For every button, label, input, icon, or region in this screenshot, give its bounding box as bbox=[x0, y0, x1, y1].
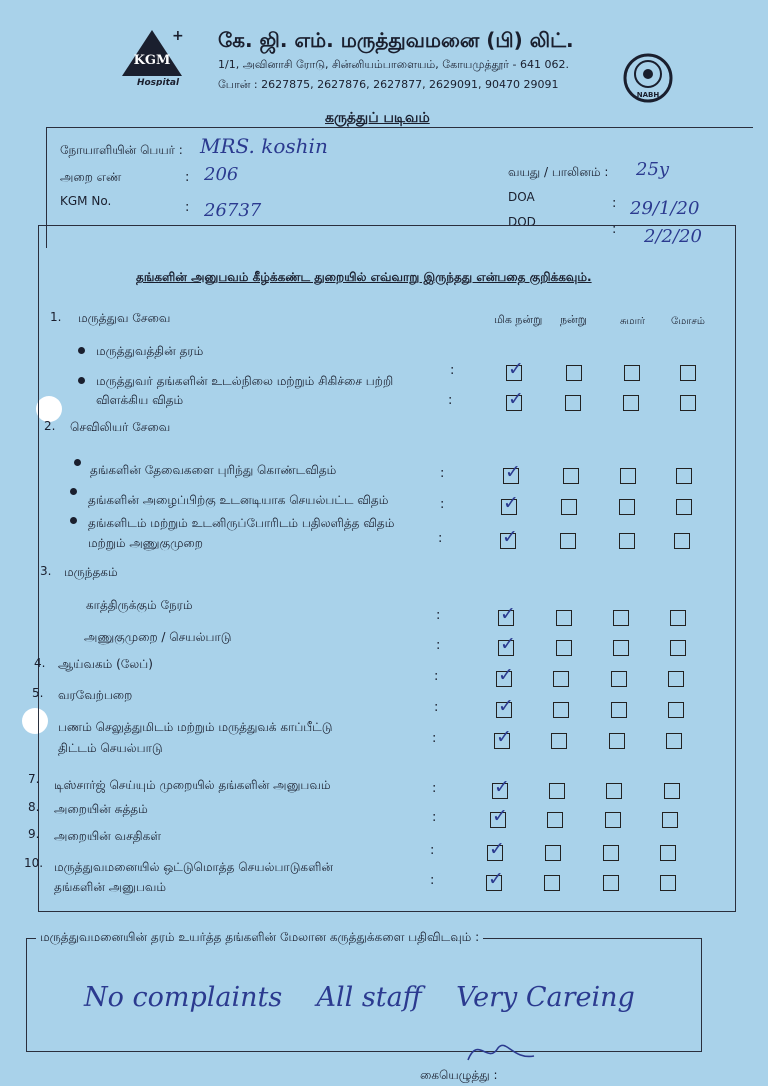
row-colon: : bbox=[432, 781, 437, 796]
column-header-poor: மோசம் bbox=[671, 316, 705, 327]
check-mark-icon: ✓ bbox=[508, 358, 524, 380]
rating-checkbox[interactable] bbox=[680, 365, 696, 381]
row-colon: : bbox=[440, 466, 445, 481]
rating-checkbox[interactable] bbox=[545, 845, 561, 861]
rating-checkbox[interactable] bbox=[680, 395, 696, 411]
item-label: விளக்கிய விதம் bbox=[96, 393, 184, 407]
rating-checkbox[interactable] bbox=[676, 499, 692, 515]
room-label: அறை எண் bbox=[60, 170, 122, 184]
rating-checkbox[interactable] bbox=[623, 395, 639, 411]
kgm-label: KGM No. bbox=[60, 194, 112, 208]
rating-checkbox[interactable] bbox=[553, 671, 569, 687]
row-colon: : bbox=[432, 731, 437, 746]
section-label: டிஸ்சார்ஜ் செய்யும் முறையில் தங்களின் அனுபவம் bbox=[54, 778, 331, 792]
row-colon: : bbox=[450, 363, 455, 378]
check-mark-icon: ✓ bbox=[498, 664, 514, 686]
hospital-phone: போன் : 2627875, 2627876, 2627877, 2629091, 90470 29091 bbox=[218, 78, 559, 91]
hospital-name: கே. ஜி. எம். மருத்துவமனை (பி) லிட். bbox=[218, 28, 574, 52]
doa-value: 29/1/20 bbox=[630, 198, 700, 219]
section-label: செவிலியர் சேவை bbox=[70, 420, 171, 434]
patient-name-value: MRS. koshin bbox=[200, 134, 328, 158]
rating-checkbox[interactable] bbox=[664, 783, 680, 799]
row-colon: : bbox=[434, 669, 439, 684]
rating-checkbox[interactable] bbox=[606, 783, 622, 799]
rating-checkbox-checked[interactable] bbox=[490, 805, 508, 828]
section-num: 4. bbox=[34, 656, 46, 670]
rating-checkbox-checked[interactable] bbox=[498, 603, 516, 626]
signature-label: கையெழுத்து : bbox=[420, 1068, 498, 1082]
check-mark-icon: ✓ bbox=[500, 633, 516, 655]
rating-checkbox[interactable] bbox=[605, 812, 621, 828]
rating-checkbox[interactable] bbox=[603, 845, 619, 861]
patient-name-label: நோயாளியின் பெயர் : bbox=[60, 143, 183, 157]
row-colon: : bbox=[438, 531, 443, 546]
svg-text:+: + bbox=[172, 28, 184, 44]
item-label: தங்களின் அனுபவம் bbox=[54, 880, 167, 894]
dod-label: DOD bbox=[508, 215, 536, 229]
rating-checkbox[interactable] bbox=[674, 533, 690, 549]
column-header-good: நன்று bbox=[560, 313, 587, 326]
column-header-average: சுமார் bbox=[620, 316, 646, 327]
instruction-text: தங்களின் அனுபவம் கீழ்க்கண்ட துறையில் எவ்வாறு இருந்தது என்பதை குறிக்கவும். bbox=[136, 270, 592, 284]
form-title: கருத்துப் படிவம் bbox=[325, 110, 430, 126]
rating-checkbox[interactable] bbox=[565, 395, 581, 411]
section-num: 10. bbox=[24, 856, 44, 870]
rating-checkbox[interactable] bbox=[613, 610, 629, 626]
rating-checkbox[interactable] bbox=[556, 610, 572, 626]
rating-checkbox[interactable] bbox=[620, 468, 636, 484]
check-mark-icon: ✓ bbox=[508, 388, 524, 410]
nabh-seal-icon bbox=[622, 52, 674, 104]
rating-checkbox[interactable] bbox=[670, 640, 686, 656]
rating-checkbox[interactable] bbox=[668, 702, 684, 718]
rating-checkbox[interactable] bbox=[660, 875, 676, 891]
dod-colon: : bbox=[612, 222, 617, 237]
check-mark-icon: ✓ bbox=[500, 603, 516, 625]
bullet bbox=[78, 347, 85, 354]
rating-checkbox[interactable] bbox=[611, 702, 627, 718]
item-label: பணம் செலுத்துமிடம் மற்றும் மருத்துவக் காப்பீட்டு bbox=[58, 720, 333, 734]
section-label: மருத்துவமனையில் ஒட்டுமொத்த செயல்பாடுகளின் bbox=[54, 860, 333, 874]
bullet bbox=[70, 517, 77, 524]
hospital-address: 1/1, அவினாசி ரோடு, சின்னியம்பாளையம், கோயமுத்தூர் - 641 062. bbox=[218, 58, 569, 71]
rating-checkbox-checked[interactable] bbox=[487, 838, 505, 861]
check-mark-icon: ✓ bbox=[489, 838, 505, 860]
hospital-logo bbox=[118, 26, 186, 86]
rating-checkbox[interactable] bbox=[662, 812, 678, 828]
seal-text: NABH bbox=[636, 91, 660, 99]
comments-value: No complaints All staff Very Careing bbox=[84, 982, 635, 1013]
rating-checkbox-checked[interactable] bbox=[506, 358, 524, 381]
dod-value: 2/2/20 bbox=[644, 226, 702, 247]
bullet bbox=[70, 488, 77, 495]
row-colon: : bbox=[432, 810, 437, 825]
age-label: வயது / பாலினம் : bbox=[508, 165, 609, 179]
rating-checkbox-checked[interactable] bbox=[486, 868, 504, 891]
rating-checkbox-checked[interactable] bbox=[501, 492, 519, 515]
check-mark-icon: ✓ bbox=[496, 726, 512, 748]
section-label: அறையின் சுத்தம் bbox=[54, 802, 148, 816]
column-header-excellent: மிக நன்று bbox=[494, 313, 543, 326]
section-label: அறையின் வசதிகள் bbox=[54, 829, 162, 843]
doa-label: DOA bbox=[508, 190, 535, 204]
rating-checkbox[interactable] bbox=[561, 499, 577, 515]
rating-checkbox[interactable] bbox=[603, 875, 619, 891]
check-mark-icon: ✓ bbox=[502, 526, 518, 548]
section-label: மருத்துவ சேவை bbox=[78, 311, 171, 325]
rating-checkbox[interactable] bbox=[609, 733, 625, 749]
check-mark-icon: ✓ bbox=[488, 868, 504, 890]
rating-checkbox-checked[interactable] bbox=[503, 461, 521, 484]
section-num: 9. bbox=[28, 827, 40, 841]
check-mark-icon: ✓ bbox=[492, 805, 508, 827]
rating-checkbox-checked[interactable] bbox=[492, 776, 510, 799]
rating-checkbox[interactable] bbox=[560, 533, 576, 549]
row-colon: : bbox=[434, 700, 439, 715]
check-mark-icon: ✓ bbox=[498, 695, 514, 717]
row-colon: : bbox=[436, 608, 441, 623]
rating-checkbox[interactable] bbox=[551, 733, 567, 749]
logo-text: KGM bbox=[133, 53, 171, 68]
rating-checkbox[interactable] bbox=[549, 783, 565, 799]
rating-checkbox[interactable] bbox=[660, 845, 676, 861]
section-num: 1. bbox=[50, 310, 62, 324]
check-mark-icon: ✓ bbox=[494, 776, 510, 798]
rating-checkbox[interactable] bbox=[619, 499, 635, 515]
rating-checkbox-checked[interactable] bbox=[498, 633, 516, 656]
room-colon: : bbox=[185, 170, 190, 185]
rating-checkbox[interactable] bbox=[611, 671, 627, 687]
rating-checkbox[interactable] bbox=[566, 365, 582, 381]
section-num: 2. bbox=[44, 419, 56, 433]
item-label: மருத்துவர் தங்களின் உடல்நிலை மற்றும் சிகிச்சை பற்றி bbox=[96, 374, 394, 388]
item-label: அணுகுமுறை / செயல்பாடு bbox=[84, 630, 232, 644]
kgm-value: 26737 bbox=[204, 200, 262, 221]
rating-checkbox[interactable] bbox=[556, 640, 572, 656]
item-label: திட்டம் செயல்பாடு bbox=[58, 741, 163, 755]
rating-checkbox[interactable] bbox=[676, 468, 692, 484]
item-label: தங்களிடம் மற்றும் உடனிருப்போரிடம் பதிலளித்த விதம் bbox=[88, 516, 395, 530]
rating-checkbox-checked[interactable] bbox=[496, 664, 514, 687]
row-colon: : bbox=[448, 393, 453, 408]
row-colon: : bbox=[440, 497, 445, 512]
logo-subtext: Hospital bbox=[136, 78, 180, 86]
row-colon: : bbox=[430, 873, 435, 888]
room-value: 206 bbox=[204, 164, 239, 185]
item-label: தங்களின் அழைப்பிற்கு உடனடியாக செயல்பட்ட விதம் bbox=[88, 493, 389, 507]
item-label: தங்களின் தேவைகளை புரிந்து கொண்டவிதம் bbox=[90, 463, 337, 477]
kgm-colon: : bbox=[185, 200, 190, 215]
bullet bbox=[78, 377, 85, 384]
section-label: ஆய்வகம் (லேப்) bbox=[58, 657, 153, 671]
rating-checkbox[interactable] bbox=[624, 365, 640, 381]
rating-checkbox[interactable] bbox=[670, 610, 686, 626]
row-colon: : bbox=[436, 638, 441, 653]
doa-colon: : bbox=[612, 196, 617, 211]
rating-checkbox[interactable] bbox=[544, 875, 560, 891]
check-mark-icon: ✓ bbox=[505, 461, 521, 483]
rating-checkbox[interactable] bbox=[553, 702, 569, 718]
rating-checkbox[interactable] bbox=[547, 812, 563, 828]
rating-checkbox-checked[interactable] bbox=[506, 388, 524, 411]
section-num: 7. bbox=[28, 772, 40, 786]
rating-checkbox-checked[interactable] bbox=[496, 695, 514, 718]
section-num: 3. bbox=[40, 564, 52, 578]
signature-scribble bbox=[458, 1030, 538, 1070]
section-num: 5. bbox=[32, 686, 44, 700]
rating-checkbox[interactable] bbox=[563, 468, 579, 484]
section-label: மருந்தகம் bbox=[64, 565, 118, 579]
row-colon: : bbox=[430, 843, 435, 858]
rating-checkbox-checked[interactable] bbox=[494, 726, 512, 749]
section-num: 8. bbox=[28, 800, 40, 814]
check-mark-icon: ✓ bbox=[503, 492, 519, 514]
rating-checkbox-checked[interactable] bbox=[500, 526, 518, 549]
age-value: 25y bbox=[636, 159, 670, 180]
rating-checkbox[interactable] bbox=[613, 640, 629, 656]
item-label: மருத்துவத்தின் தரம் bbox=[96, 344, 204, 358]
section-label: வரவேற்பறை bbox=[58, 688, 133, 702]
item-label: காத்திருக்கும் நேரம் bbox=[86, 598, 193, 612]
item-label: மற்றும் அணுகுமுறை bbox=[88, 536, 203, 550]
rating-checkbox[interactable] bbox=[619, 533, 635, 549]
rating-checkbox[interactable] bbox=[666, 733, 682, 749]
bullet bbox=[74, 459, 81, 466]
comments-label: மருத்துவமனையின் தரம் உயர்த்த தங்களின் மேலான கருத்துக்களை பதிவிடவும் : bbox=[36, 930, 483, 946]
rating-checkbox[interactable] bbox=[668, 671, 684, 687]
